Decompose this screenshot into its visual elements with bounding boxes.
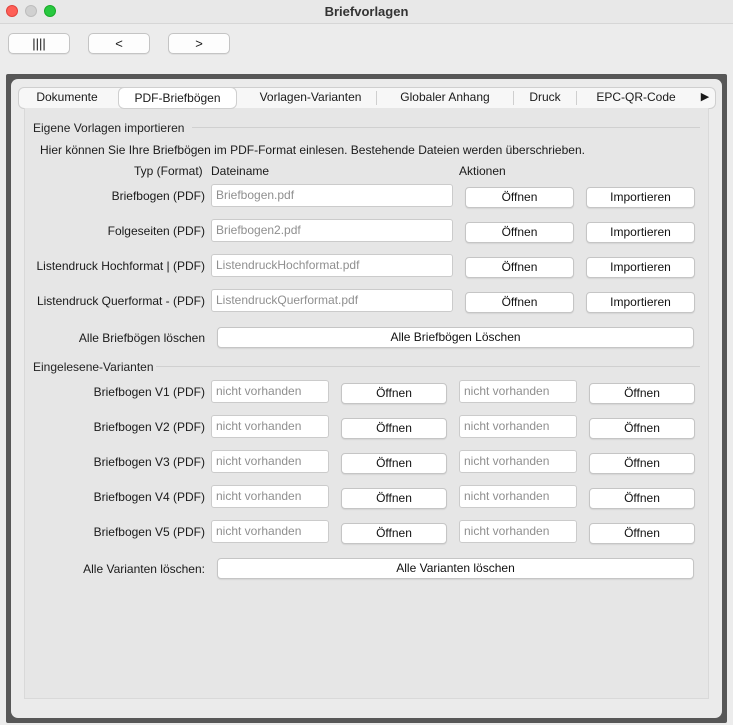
variant-v4-open-button-2[interactable]: Öffnen — [589, 488, 695, 509]
variant-v3-file-field-2[interactable]: nicht vorhanden — [459, 450, 577, 473]
tab-scroll-right-icon[interactable]: ▶ — [700, 91, 710, 103]
variant-label-v3: Briefbogen V3 (PDF) — [93, 455, 205, 469]
variant-v5-file-field-2[interactable]: nicht vorhanden — [459, 520, 577, 543]
section-divider — [156, 366, 700, 367]
variant-v2-file-field-1[interactable]: nicht vorhanden — [211, 415, 329, 438]
tab-dokumente[interactable]: Dokumente — [36, 90, 98, 104]
title-bar — [0, 0, 733, 24]
row-label-folgeseiten: Folgeseiten (PDF) — [107, 224, 205, 238]
import-briefbogen-button[interactable]: Importieren — [586, 187, 695, 208]
tab-druck[interactable]: Druck — [529, 90, 561, 104]
variant-v4-file-field-2[interactable]: nicht vorhanden — [459, 485, 577, 508]
variant-v3-open-button-2[interactable]: Öffnen — [589, 453, 695, 474]
open-listendruck-querformat-button[interactable]: Öffnen — [465, 292, 574, 313]
variant-v1-file-field-2[interactable]: nicht vorhanden — [459, 380, 577, 403]
row-label-briefbogen: Briefbogen (PDF) — [111, 189, 205, 203]
column-header-filename: Dateiname — [211, 164, 270, 178]
row-label-listendruck-hochformat: Listendruck Hochformat | (PDF) — [36, 259, 205, 273]
filename-field-listendruck-querformat[interactable]: ListendruckQuerformat.pdf — [211, 289, 453, 312]
variant-v2-open-button-2[interactable]: Öffnen — [589, 418, 695, 439]
variant-v3-open-button-1[interactable]: Öffnen — [341, 453, 447, 474]
tab-pdf-briefboegen[interactable]: PDF-Briefbögen — [118, 87, 237, 109]
variant-label-v1: Briefbogen V1 (PDF) — [93, 385, 205, 399]
variant-v1-file-field-1[interactable]: nicht vorhanden — [211, 380, 329, 403]
column-header-actions: Aktionen — [459, 164, 506, 178]
variant-v4-file-field-1[interactable]: nicht vorhanden — [211, 485, 329, 508]
variant-v1-open-button-1[interactable]: Öffnen — [341, 383, 447, 404]
window-title: Briefvorlagen — [324, 4, 409, 19]
delete-all-variants-button[interactable]: Alle Varianten löschen — [217, 558, 694, 579]
variant-v5-open-button-2[interactable]: Öffnen — [589, 523, 695, 544]
first-record-button[interactable]: |||| — [8, 33, 70, 54]
import-folgeseiten-button[interactable]: Importieren — [586, 222, 695, 243]
open-folgeseiten-button[interactable]: Öffnen — [465, 222, 574, 243]
variant-label-v2: Briefbogen V2 (PDF) — [93, 420, 205, 434]
delete-all-letterheads-button[interactable]: Alle Briefbögen Löschen — [217, 327, 694, 348]
delete-all-letterheads-label: Alle Briefbögen löschen — [78, 331, 205, 345]
next-record-button[interactable]: > — [168, 33, 230, 54]
import-listendruck-querformat-button[interactable]: Importieren — [586, 292, 695, 313]
variants-section-title: Eingelesene-Varianten — [33, 360, 154, 374]
filename-field-briefbogen[interactable]: Briefbogen.pdf — [211, 184, 453, 207]
variant-v4-open-button-1[interactable]: Öffnen — [341, 488, 447, 509]
variant-v2-open-button-1[interactable]: Öffnen — [341, 418, 447, 439]
section-divider — [192, 127, 700, 128]
open-briefbogen-button[interactable]: Öffnen — [465, 187, 574, 208]
column-header-type: Typ (Format) — [134, 164, 203, 178]
filename-field-listendruck-hochformat[interactable]: ListendruckHochformat.pdf — [211, 254, 453, 277]
row-label-listendruck-querformat: Listendruck Querformat - (PDF) — [36, 294, 205, 308]
variant-label-v4: Briefbogen V4 (PDF) — [93, 490, 205, 504]
variant-v2-file-field-2[interactable]: nicht vorhanden — [459, 415, 577, 438]
variant-v5-open-button-1[interactable]: Öffnen — [341, 523, 447, 544]
filename-field-folgeseiten[interactable]: Briefbogen2.pdf — [211, 219, 453, 242]
delete-all-variants-label: Alle Varianten löschen: — [83, 562, 205, 576]
tab-epc-qr-code[interactable]: EPC-QR-Code — [596, 90, 676, 104]
previous-record-button[interactable]: < — [88, 33, 150, 54]
variant-v3-file-field-1[interactable]: nicht vorhanden — [211, 450, 329, 473]
import-listendruck-hochformat-button[interactable]: Importieren — [586, 257, 695, 278]
variant-v1-open-button-2[interactable]: Öffnen — [589, 383, 695, 404]
tab-vorlagen-varianten[interactable]: Vorlagen-Varianten — [259, 90, 362, 104]
open-listendruck-hochformat-button[interactable]: Öffnen — [465, 257, 574, 278]
tab-globaler-anhang[interactable]: Globaler Anhang — [400, 90, 490, 104]
variant-label-v5: Briefbogen V5 (PDF) — [93, 525, 205, 539]
import-section-title: Eigene Vorlagen importieren — [33, 121, 185, 135]
variant-v5-file-field-1[interactable]: nicht vorhanden — [211, 520, 329, 543]
import-description: Hier können Sie Ihre Briefbögen im PDF-Format einlesen. Bestehende Dateien werden überschrieben. — [40, 143, 585, 157]
